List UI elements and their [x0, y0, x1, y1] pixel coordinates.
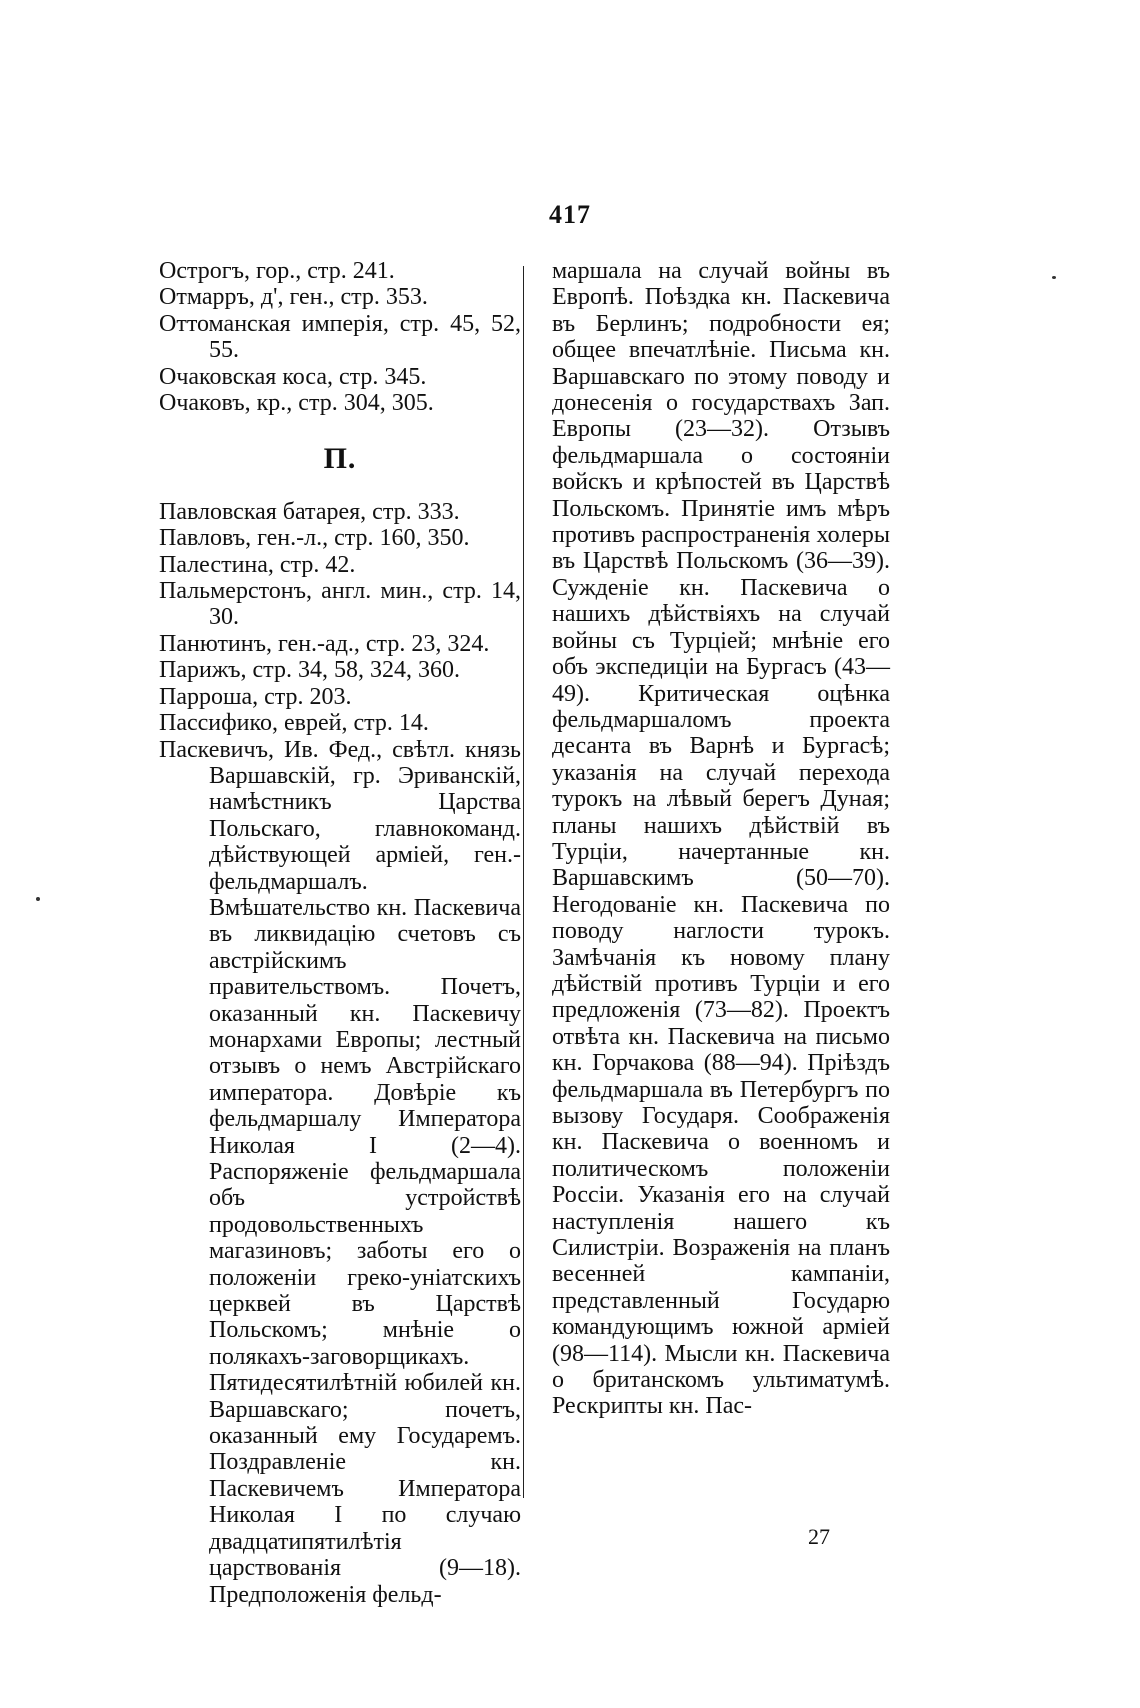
- column-divider: [523, 266, 524, 1498]
- index-entry: Очаковъ, кр., стр. 304, 305.: [159, 390, 434, 417]
- index-entry: Очаковская коса, стр. 345.: [159, 363, 427, 390]
- page-number: 417: [549, 200, 591, 229]
- scan-speck: [1052, 276, 1056, 279]
- index-entry: Оттоманская имперiя, стр. 45, 52, 55.: [159, 310, 521, 364]
- index-entry: Острогъ, гор., стр. 241.: [159, 258, 395, 284]
- scan-speck: [36, 897, 40, 901]
- index-entry: Парроша, стр. 203.: [159, 683, 352, 710]
- index-entry: Павловъ, ген.-л., стр. 160, 350.: [159, 525, 470, 552]
- index-entry: Пальмерстонъ, англ. мин., стр. 14, 30.: [159, 578, 521, 631]
- index-entry: Пассифико, еврей, стр. 14.: [159, 710, 429, 737]
- index-entry: Отмарръ, д', ген., стр. 353.: [159, 284, 428, 311]
- index-entry: Парижъ, стр. 34, 58, 324, 360.: [159, 657, 460, 684]
- letter-heading: П.: [323, 442, 357, 476]
- right-column: [552, 258, 890, 1420]
- left-column: [159, 258, 521, 1608]
- continued-entry-text: маршала на случай войны въ Европѣ. Поѣздка кн. Паскевича въ Берлинъ; подробности ея; общее впечатлѣнiе. Письма кн. Варшавскаго по этому поводу и донесенiя о государствахъ Зап. Европы (23—32). Отзывъ фельдмаршала о состоянiи войскъ и крѣпостей въ Царствѣ Польскомъ. Принятiе имъ мѣръ противъ распространенiя холеры въ Царствѣ Польскомъ (36—39). Сужденiе кн. Паскевича о нашихъ дѣйствiяхъ на случай войны съ Турцiей; мнѣнiе его объ экспедицiи на Бургасъ (43—49). Критическая оцѣнка фельдмаршаломъ проекта десанта въ Варнѣ и Бургасѣ; указанiя на случай перехода турокъ на лѣвый берегъ Дуная; планы нашихъ дѣйствiй въ Турцiи, начертанные кн. Варшавскимъ (50—70). Негодованiе кн. Паскевича по поводу наглости турокъ. Замѣчанiя къ новому плану дѣйствiй противъ Турцiи и его предложенiя (73—82). Проектъ отвѣта кн. Паскевича на письмо кн. Горчакова (88—94). Прiѣздъ фельдмаршала въ Петербургъ по вызову Государя. Соображенiя кн. Паскевича о военномъ и политическомъ положенiи Россiи. Указанiя его на случай наступленiя нашего къ Силистрiи. Возраженiя на планъ весенней кампанiи, представленный Государю командующимъ южной армiей (98—114). Мысли кн. Паскевича о британскомъ ультиматумѣ. Рескрипты кн. Пас-: [552, 258, 890, 1420]
- index-entry-paskevich: Паскевичъ, Ив. Фед., свѣтл. князь Варшавскiй, гр. Эриванскiй, намѣстникъ Царства Польскаго, главнокоманд. дѣйствующей армiей, ген.-фельдмаршалъ. Вмѣшательство кн. Паскевича въ ликвидацiю счетовъ съ австрiйскимъ правительствомъ. Почетъ, оказанный кн. Паскевичу монархами Европы; лестный отзывъ о немъ Австрiйскаго императора. Довѣрiе къ фельдмаршалу Императора Николая I (2—4). Распоряженiе фельдмаршала объ устройствѣ продовольственныхъ магазиновъ; заботы его о положенiи греко-унiатскихъ церквей въ Царствѣ Польскомъ; мнѣнiе о полякахъ-заговорщикахъ. Пятидесятилѣтнiй юбилей кн. Варшавскаго; почетъ, оказанный ему Государемъ. Поздравленiе кн. Паскевичемъ Императора Николая I по случаю двадцатипятилѣтiя царствованiя (9—18). Предположенiя фельд-: [159, 736, 521, 1608]
- index-entry: Панютинъ, ген.-ад., стр. 23, 324.: [159, 630, 490, 657]
- signature-mark: 27: [808, 1524, 830, 1549]
- index-entry: Павловская батарея, стр. 333.: [159, 498, 460, 525]
- index-entry: Палестина, стр. 42.: [159, 551, 356, 578]
